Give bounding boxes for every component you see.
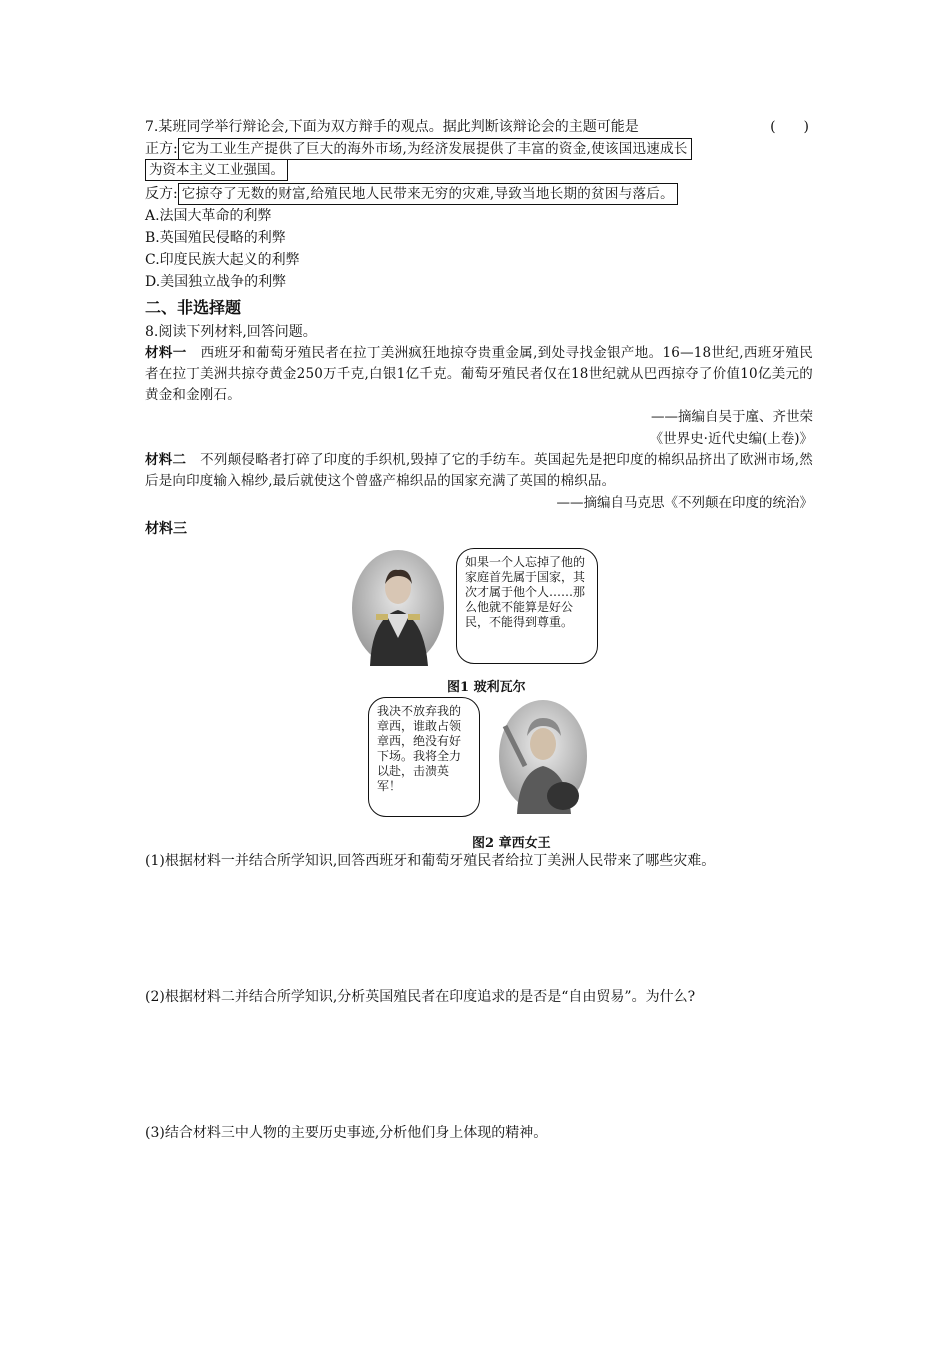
question-3: (3)结合材料三中人物的主要历史事迹,分析他们身上体现的精神。 <box>145 1125 548 1141</box>
pro-text-cont <box>145 159 813 181</box>
rani-portrait <box>495 696 591 816</box>
con-text-box <box>178 183 678 205</box>
fig2-caption: 图2 章西女王 <box>472 836 551 851</box>
option-c[interactable]: C.印度民族大起义的利弊 <box>145 252 300 268</box>
question-1: (1)根据材料一并结合所学知识,回答西班牙和葡萄牙殖民者给拉丁美洲人民带来了哪些灾难。 <box>145 853 716 869</box>
q8-stem: 8.阅读下列材料,回答问题。 <box>145 324 317 340</box>
pro-text-1: 它为工业生产提供了巨大的海外市场,为经济发展提供了丰富的资金,使该国迅速成长 <box>181 141 688 157</box>
material-1-source-1: ——摘编自吴于廑、齐世荣 <box>651 409 813 425</box>
q7-stem <box>145 116 813 138</box>
material-1-label: 材料一 <box>145 345 187 361</box>
con-text: 它掠夺了无数的财富,给殖民地人民带来无穷的灾难,导致当地长期的贫困与落后。 <box>181 186 674 202</box>
material-1-source-2: 《世界史·近代史编(上卷)》 <box>649 431 813 447</box>
rani-quote: 我决不放弃我的章西，谁敢占领章西，绝没有好下场。我将全力以赴，击溃英军！ <box>377 704 462 793</box>
con-label: 反方: <box>145 186 178 202</box>
q7-stem-text: 7.某班同学举行辩论会,下面为双方辩手的观点。据此判断该辩论会的主题可能是 <box>145 119 639 135</box>
fig1-caption: 图1 玻利瓦尔 <box>447 680 526 695</box>
material-1 <box>145 343 813 406</box>
material-2-label: 材料二 <box>145 452 187 468</box>
option-b[interactable]: B.英国殖民侵略的利弊 <box>145 230 286 246</box>
question-page <box>145 116 813 1144</box>
material-2-source: ——摘编自马克思《不列颠在印度的统治》 <box>556 495 813 511</box>
answer-paren: ( ) <box>770 119 809 135</box>
pro-label: 正方: <box>145 141 178 157</box>
option-d[interactable]: D.美国独立战争的利弊 <box>145 274 287 290</box>
section-title: 二、非选择题 <box>145 298 242 317</box>
material-2 <box>145 450 813 492</box>
pro-text-2: 为资本主义工业强国。 <box>145 159 288 181</box>
material-1-text: 西班牙和葡萄牙殖民者在拉丁美洲疯狂地掠夺贵重金属,到处寻找金银产地。16—18世纪,西班牙殖民者在拉丁美洲共掠夺黄金250万千克,白银1亿千克。葡萄牙殖民者仅在18世纪就从巴西掠夺了价值10亿美元的黄金和金刚石。 <box>145 345 813 403</box>
bolivar-portrait <box>350 548 446 668</box>
pro-view <box>145 138 813 160</box>
material-3-figures <box>145 546 813 851</box>
pro-text-box <box>178 138 692 160</box>
question-2: (2)根据材料二并结合所学知识,分析英国殖民者在印度追求的是否是“自由贸易”。为什么? <box>145 989 696 1005</box>
bolivar-quote-bubble <box>456 548 598 664</box>
bolivar-quote: 如果一个人忘掉了他的家庭首先属于国家，其次才属于他个人……那么他就不能算是好公民，不能得到尊重。 <box>465 555 586 629</box>
con-view <box>145 183 813 205</box>
material-3-label: 材料三 <box>145 521 187 537</box>
material-2-text: 不列颠侵略者打碎了印度的手织机,毁掉了它的手纺车。英国起先是把印度的棉织品挤出了欧洲市场,然后是向印度输入棉纱,最后就使这个曾盛产棉织品的国家充满了英国的棉织品。 <box>145 452 813 489</box>
option-a[interactable]: A.法国大革命的利弊 <box>145 208 272 224</box>
rani-quote-bubble <box>368 697 480 817</box>
